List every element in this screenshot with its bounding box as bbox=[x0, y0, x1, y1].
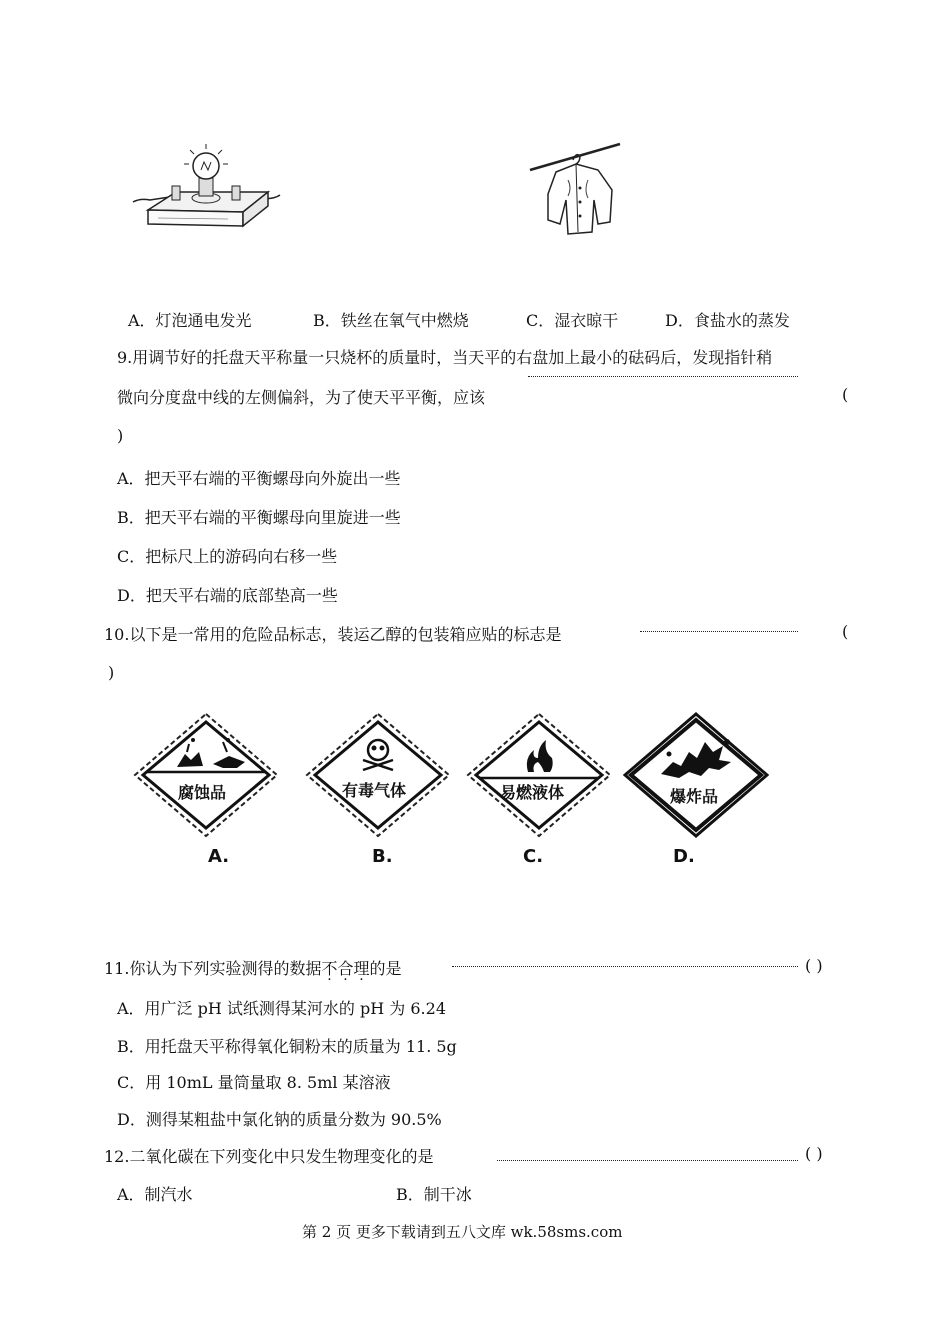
q12-paren: ( ) bbox=[805, 1144, 823, 1163]
flammable-liquid-sign-icon bbox=[466, 712, 612, 838]
q9-option-c: C．把标尺上的游码向右移一些 bbox=[117, 547, 338, 566]
q11-option-a: A．用广泛 pH 试纸测得某河水的 pH 为 6.24 bbox=[117, 999, 447, 1018]
q8-option-d: D．食盐水的蒸发 bbox=[665, 311, 790, 330]
q12-stem: 12.二氧化碳在下列变化中只发生物理变化的是 bbox=[104, 1147, 434, 1166]
q11-option-c: C．用 10mL 量筒量取 8. 5ml 某溶液 bbox=[117, 1073, 391, 1092]
toxic-gas-sign-label: 有毒气体 bbox=[342, 781, 407, 800]
q11-paren: ( ) bbox=[805, 956, 823, 975]
q12-option-a: A．制汽水 bbox=[117, 1185, 193, 1204]
q11-emphasis-char: 理 bbox=[353, 959, 370, 978]
q11-stem bbox=[104, 956, 402, 979]
toxic-gas-sign-icon bbox=[305, 712, 451, 838]
q11-emphasis-char: 合 bbox=[337, 959, 354, 978]
explosive-sign-icon bbox=[623, 712, 769, 838]
q9-option-d: D．把天平右端的底部垫高一些 bbox=[117, 586, 338, 605]
light-bulb-figure bbox=[128, 140, 288, 235]
q9-paren-close: ) bbox=[117, 426, 124, 445]
q12-underline bbox=[497, 1160, 798, 1161]
q9-paren-open: ( bbox=[842, 385, 849, 404]
q8-option-a: A．灯泡通电发光 bbox=[128, 311, 252, 330]
q9-option-a: A．把天平右端的平衡螺母向外旋出一些 bbox=[117, 469, 401, 488]
corrosive-sign-icon bbox=[133, 712, 279, 838]
sign-letter-c: C. bbox=[523, 846, 544, 867]
sign-letter-d: D. bbox=[673, 846, 695, 867]
q10-underline bbox=[640, 631, 798, 632]
q11-stem-suffix: 的是 bbox=[369, 959, 402, 978]
q8-option-b: B．铁丝在氧气中燃烧 bbox=[313, 311, 469, 330]
explosive-sign-label: 爆炸品 bbox=[670, 787, 719, 806]
q11-emphasis-char: 不 bbox=[321, 959, 338, 978]
q11-option-d: D．测得某粗盐中氯化钠的质量分数为 90.5% bbox=[117, 1110, 442, 1129]
q8-option-c: C．湿衣晾干 bbox=[526, 311, 619, 330]
wet-clothes-figure bbox=[528, 140, 628, 240]
flammable-liquid-sign-label: 易燃液体 bbox=[500, 783, 565, 802]
sign-letter-b: B. bbox=[372, 846, 393, 867]
q10-paren-close: ) bbox=[108, 663, 115, 682]
q11-option-b: B．用托盘天平称得氧化铜粉末的质量为 11. 5g bbox=[117, 1037, 457, 1056]
q9-underline bbox=[528, 376, 798, 377]
q11-underline bbox=[452, 966, 798, 967]
sign-letter-a: A. bbox=[208, 846, 230, 867]
q11-stem-prefix: 11.你认为下列实验测得的数据 bbox=[104, 959, 322, 978]
q10-paren-open: ( bbox=[842, 622, 849, 641]
corrosive-sign-label: 腐蚀品 bbox=[178, 783, 227, 802]
q9-stem-line2: 微向分度盘中线的左侧偏斜，为了使天平平衡，应该 bbox=[117, 388, 486, 407]
q12-option-b: B．制干冰 bbox=[396, 1185, 472, 1204]
q10-stem: 10.以下是一常用的危险品标志，装运乙醇的包装箱应贴的标志是 bbox=[104, 625, 562, 644]
page-footer: 第 2 页 更多下载请到五八文库 wk.58sms.com bbox=[302, 1223, 623, 1241]
q9-stem-line1: 9.用调节好的托盘天平称量一只烧杯的质量时，当天平的右盘加上最小的砝码后，发现指针稍 bbox=[117, 348, 773, 367]
q9-option-b: B．把天平右端的平衡螺母向里旋进一些 bbox=[117, 508, 401, 527]
